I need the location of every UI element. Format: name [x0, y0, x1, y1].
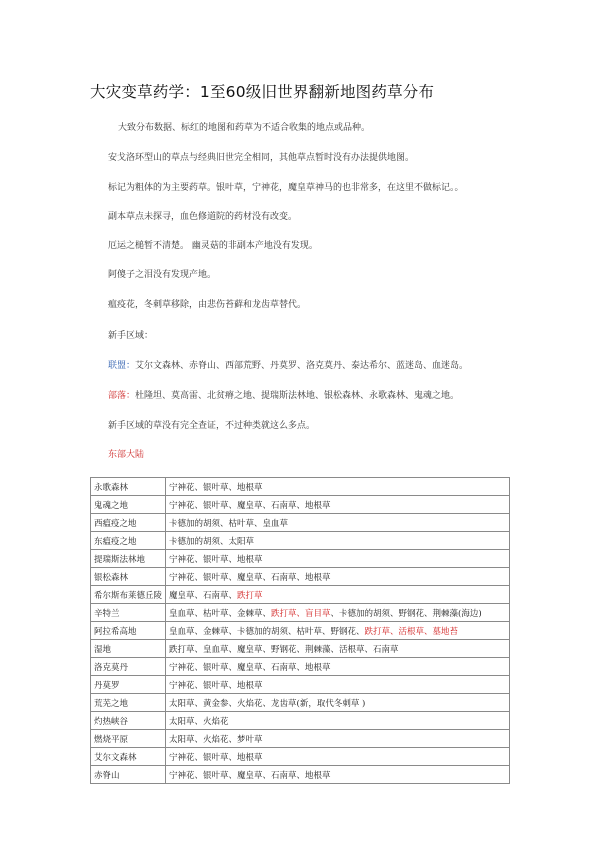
- zone-cell: 辛特兰: [91, 604, 166, 622]
- herb-text: 宁神花、银叶草、魔皇草、石南草、地根草: [169, 770, 331, 781]
- table-row: [91, 676, 510, 694]
- herb-text: 宁神花、银叶草、魔皇草、石南草、地根草: [169, 662, 331, 673]
- table-row: [91, 604, 510, 622]
- herbs-cell: [166, 568, 510, 586]
- zone-cell: 荒芜之地: [91, 694, 166, 712]
- table-row: [91, 478, 510, 496]
- table-row: [91, 568, 510, 586]
- herb-text: 皇血草、金棘草、卡德加的胡须、枯叶草、野钢花、: [169, 626, 365, 637]
- table-row: [91, 766, 510, 784]
- herbs-cell: [166, 532, 510, 550]
- zone-cell: 洛克莫丹: [91, 658, 166, 676]
- unsuitable-herb-text: 跌打草、盲目草: [271, 608, 331, 619]
- intro-paragraph: 大致分布数据、标红的地图和药草为不适合收集的地点或品种。: [118, 123, 371, 133]
- zone-cell: 提瑞斯法林地: [91, 550, 166, 568]
- zone-cell: 希尔斯布莱德丘陵: [91, 586, 166, 604]
- newbie-zone-heading: 新手区域：: [108, 331, 154, 341]
- herb-text: 、卡德加的胡须、野钢花、荆棘藻(海边): [330, 608, 482, 619]
- horde-zones: 杜隆坦、莫高雷、北贫瘠之地、提瑞斯法林地、银松森林、永歌森林、鬼魂之地。: [135, 391, 460, 401]
- note-paragraph: 安戈洛环型山的草点与经典旧世完全相同，其他草点暂时没有办法提供地图。: [108, 153, 415, 163]
- herbs-cell: [166, 478, 510, 496]
- zone-cell: 阿拉希高地: [91, 622, 166, 640]
- zone-cell: 燃烧平原: [91, 730, 166, 748]
- herbs-cell: [166, 766, 510, 784]
- page-title: 大灾变草药学：1至60级旧世界翻新地图药草分布: [90, 83, 435, 101]
- herbs-cell: [166, 730, 510, 748]
- herb-text: 太阳草、黄金参、火焰花、龙齿草(新，取代冬刺草 ): [169, 698, 366, 709]
- zone-cell: 灼热峡谷: [91, 712, 166, 730]
- table-row: [91, 748, 510, 766]
- herb-text: 跌打草、皇血草、魔皇草、野钢花、荆棘藻、活根草、石南草: [169, 644, 399, 655]
- table-row: [91, 496, 510, 514]
- herbs-cell: [166, 622, 510, 640]
- herbs-cell: [166, 640, 510, 658]
- table-row: [91, 550, 510, 568]
- table-row: [91, 658, 510, 676]
- horde-label: 部落：: [108, 391, 136, 401]
- herbs-cell: [166, 658, 510, 676]
- note-paragraph: 厄运之槌暂不清楚。 幽灵菇的非副本产地没有发现。: [108, 241, 318, 251]
- zone-cell: 银松森林: [91, 568, 166, 586]
- herbs-cell: [166, 748, 510, 766]
- herbs-cell: [166, 694, 510, 712]
- note-paragraph: 新手区域的草没有完全查证，不过种类就这么多点。: [108, 421, 316, 431]
- table-row: [91, 640, 510, 658]
- herb-text: 宁神花、银叶草、地根草: [169, 482, 263, 493]
- zone-cell: 丹莫罗: [91, 676, 166, 694]
- herb-text: 魔皇草、石南草、: [169, 590, 238, 601]
- alliance-line: [108, 360, 468, 372]
- herb-text: 皇血草、枯叶草、金棘草、: [169, 608, 272, 619]
- herb-distribution-table: [90, 477, 510, 784]
- zone-cell: 艾尔文森林: [91, 748, 166, 766]
- unsuitable-herb-text: 跌打草: [237, 590, 263, 601]
- herbs-cell: [166, 496, 510, 514]
- herbs-cell: [166, 712, 510, 730]
- herb-text: 太阳草、火焰花: [169, 716, 229, 727]
- zone-cell: 鬼魂之地: [91, 496, 166, 514]
- herbs-cell: [166, 676, 510, 694]
- note-paragraph: 标记为粗体的为主要药草。银叶草，宁神花，魔皇草神马的也非常多，在这里不做标记。。: [108, 183, 464, 193]
- zone-cell: 西瘟疫之地: [91, 514, 166, 532]
- table-row: [91, 622, 510, 640]
- table-row: [91, 586, 510, 604]
- herb-text: 卡德加的胡须、太阳草: [169, 536, 255, 547]
- alliance-label: 联盟：: [108, 361, 136, 371]
- table-row: [91, 712, 510, 730]
- unsuitable-herb-text: 跌打草、活根草、墓地苔: [364, 626, 459, 637]
- herb-text: 卡德加的胡须、枯叶草、皇血草: [169, 518, 289, 529]
- alliance-zones: 艾尔文森林、赤脊山、西部荒野、丹莫罗、洛克莫丹、泰达希尔、蓝迷岛、血迷岛。: [135, 361, 469, 371]
- herbs-cell: [166, 586, 510, 604]
- note-paragraph: 副本草点未探寻，血色修道院的药材没有改变。: [108, 212, 298, 222]
- table-row: [91, 694, 510, 712]
- herb-text: 太阳草、火焰花、梦叶草: [169, 734, 263, 745]
- herbs-cell: [166, 550, 510, 568]
- note-paragraph: 阿傻子之泪没有发现产地。: [108, 270, 217, 280]
- zone-cell: 东瘟疫之地: [91, 532, 166, 550]
- herb-text: 宁神花、银叶草、地根草: [169, 752, 263, 763]
- herb-text: 宁神花、银叶草、地根草: [169, 554, 263, 565]
- section-title: 东部大陆: [108, 450, 145, 460]
- horde-line: [108, 390, 459, 402]
- table-row: [91, 532, 510, 550]
- zone-cell: 湿地: [91, 640, 166, 658]
- herb-text: 宁神花、银叶草、魔皇草、石南草、地根草: [169, 500, 331, 511]
- zone-cell: 永歌森林: [91, 478, 166, 496]
- table-row: [91, 514, 510, 532]
- herb-text: 宁神花、银叶草、魔皇草、石南草、地根草: [169, 572, 331, 583]
- zone-cell: 赤脊山: [91, 766, 166, 784]
- herb-text: 宁神花、银叶草、地根草: [169, 680, 263, 691]
- note-paragraph: 瘟疫花，冬刺草移除，由悲伤苔藓和龙齿草替代。: [108, 300, 307, 310]
- herbs-cell: [166, 514, 510, 532]
- table-row: [91, 730, 510, 748]
- herbs-cell: [166, 604, 510, 622]
